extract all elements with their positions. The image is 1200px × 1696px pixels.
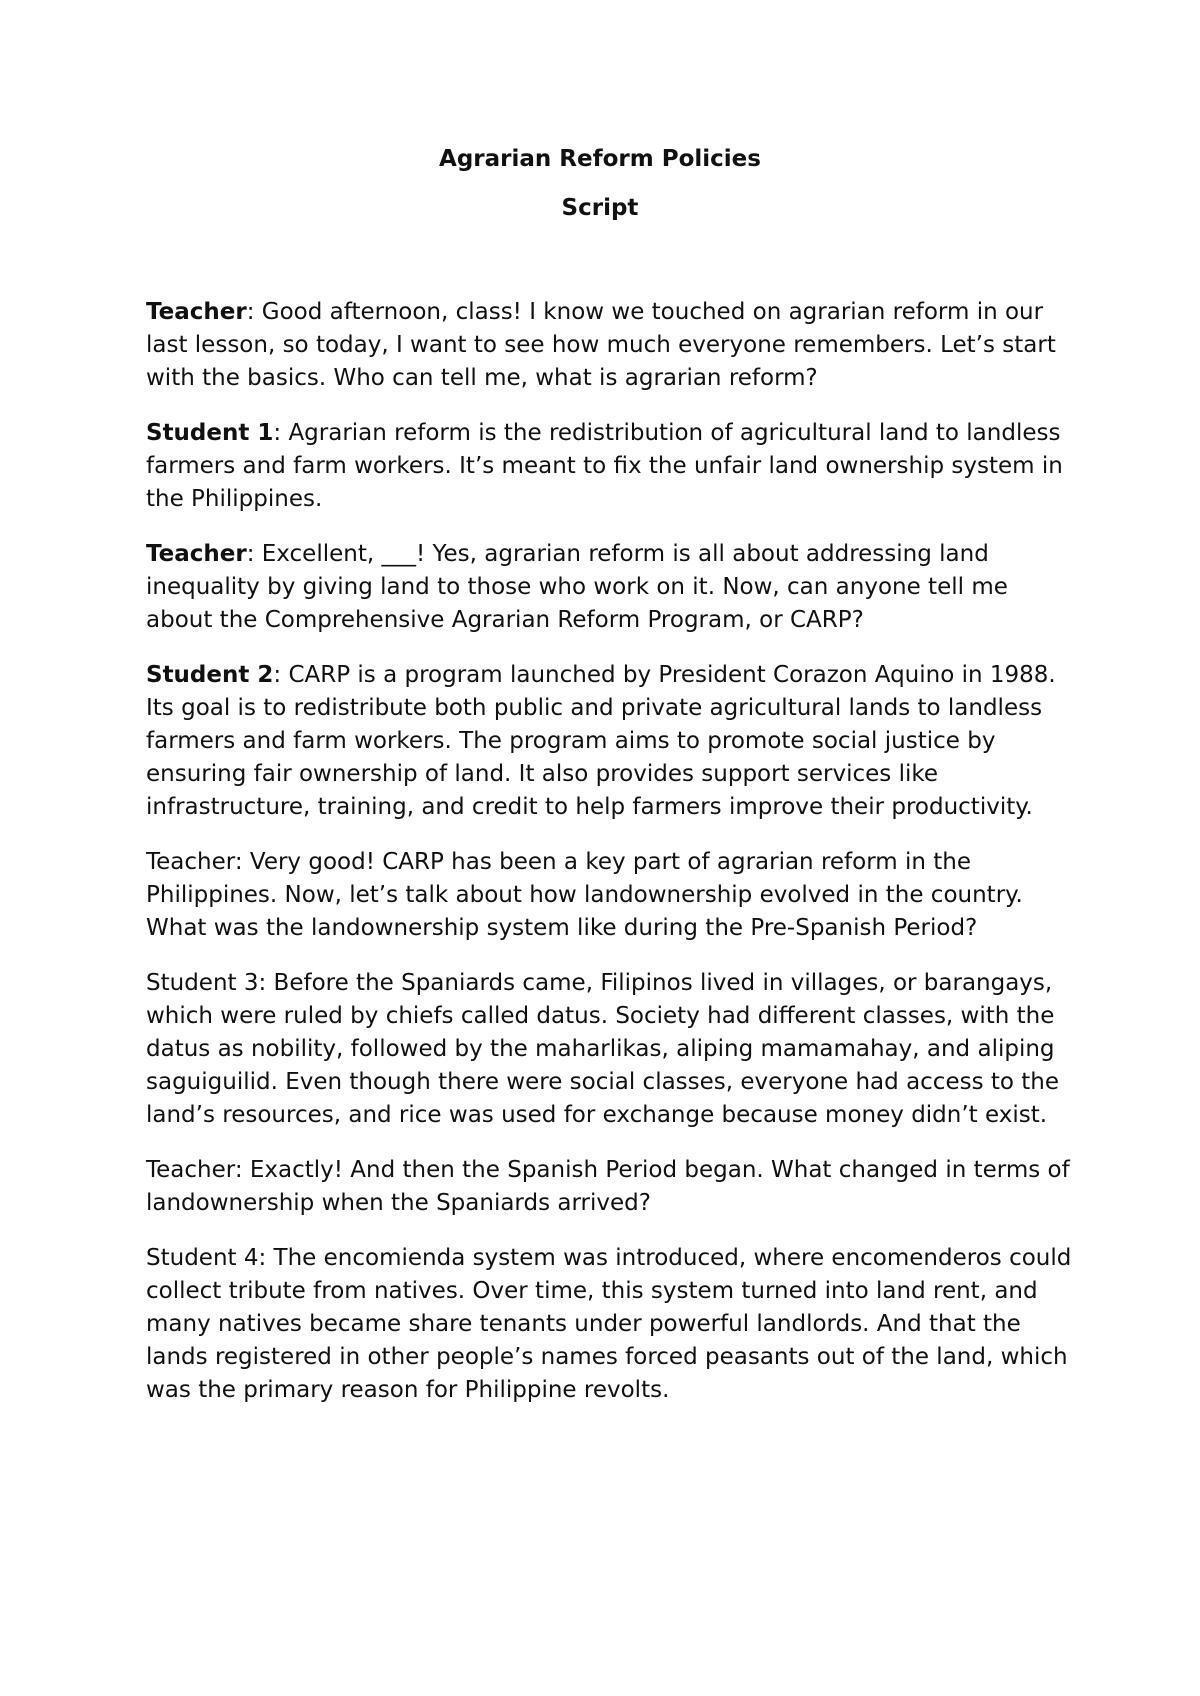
speaker-separator: : bbox=[234, 1157, 243, 1183]
speaker-separator: : bbox=[246, 299, 255, 325]
dialogue-paragraph bbox=[146, 1242, 1076, 1407]
speaker-name: Student 2 bbox=[146, 662, 274, 688]
speaker-name: Teacher bbox=[146, 299, 247, 325]
dialogue-paragraph bbox=[146, 846, 1076, 945]
speaker-name: Teacher bbox=[146, 1157, 235, 1183]
speaker-separator: : bbox=[273, 662, 282, 688]
dialogue-text: CARP is a program launched by President Corazon Aquino in 1988. Its goal is to redistribute both public and private agricultural lands to landless farmers and farm workers. The program aims to promote social justice by ensuring fair ownership of land. It also provides support services like infrastructure, training, and credit to help farmers improve their productivity. bbox=[146, 662, 1056, 820]
script-body bbox=[146, 296, 1076, 1429]
speaker-separator: : bbox=[258, 970, 267, 996]
document-title: Agrarian Reform Policies bbox=[439, 146, 761, 172]
speaker-name: Teacher bbox=[146, 541, 247, 567]
speaker-separator: : bbox=[234, 849, 243, 875]
dialogue-paragraph bbox=[146, 296, 1076, 395]
speaker-name: Student 3 bbox=[146, 970, 259, 996]
speaker-name: Student 4 bbox=[146, 1245, 259, 1271]
dialogue-text: Agrarian reform is the redistribution of agricultural land to landless farmers and farm workers. It’s meant to fix the unfair land ownership system in the Philippines. bbox=[146, 420, 1063, 512]
dialogue-text: Exactly! And then the Spanish Period began. What changed in terms of landownership when the Spaniards arrived? bbox=[146, 1157, 1070, 1216]
dialogue-text: Very good! CARP has been a key part of agrarian reform in the Philippines. Now, let’s talk about how landownership evolved in the country. What was the landownership system like during the Pre-Spanish Period? bbox=[146, 849, 1023, 941]
dialogue-paragraph bbox=[146, 1154, 1076, 1220]
dialogue-paragraph bbox=[146, 538, 1076, 637]
dialogue-text: The encomienda system was introduced, where encomenderos could collect tribute from natives. Over time, this system turned into land rent, and many natives became share tenants under powerful landlords. And that the lands registered in other people’s names forced peasants out of the land, which was the primary reason for Philippine revolts. bbox=[146, 1245, 1072, 1403]
speaker-separator: : bbox=[258, 1245, 267, 1271]
dialogue-text: Before the Spaniards came, Filipinos lived in villages, or barangays, which were ruled by chiefs called datus. Society had different classes, with the datus as nobility, followed by the maharlikas, aliping mamamahay, and aliping saguiguilid. Even though there were social classes, everyone had access to the land’s resources, and rice was used for exchange because money didn’t exist. bbox=[146, 970, 1060, 1128]
dialogue-text: Good afternoon, class! I know we touched on agrarian reform in our last lesson, so today, I want to see how much everyone remembers. Let’s start with the basics. Who can tell me, what is agrarian reform? bbox=[146, 299, 1056, 391]
dialogue-paragraph bbox=[146, 417, 1076, 516]
dialogue-paragraph bbox=[146, 967, 1076, 1132]
speaker-separator: : bbox=[273, 420, 282, 446]
dialogue-text: Excellent, ___! Yes, agrarian reform is all about addressing land inequality by giving land to those who work on it. Now, can anyone tell me about the Comprehensive Agrarian Reform Program, or CARP? bbox=[146, 541, 1008, 633]
speaker-separator: : bbox=[246, 541, 255, 567]
document-subtitle: Script bbox=[561, 195, 639, 221]
dialogue-paragraph bbox=[146, 659, 1076, 824]
speaker-name: Teacher bbox=[146, 849, 235, 875]
speaker-name: Student 1 bbox=[146, 420, 274, 446]
